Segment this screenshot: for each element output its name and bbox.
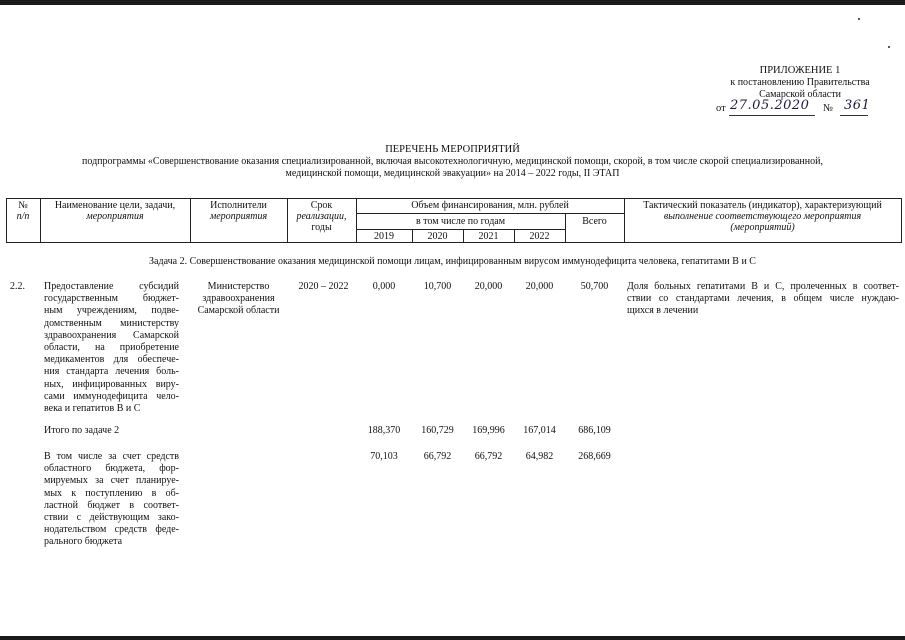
header-year: 2022	[529, 231, 550, 242]
row-executor	[190, 281, 287, 318]
header-year: 2019	[374, 231, 394, 242]
row-name: Итого по задаче 2	[44, 425, 120, 436]
number-prefix: №	[823, 103, 834, 114]
row-value-2022: 167,014	[523, 425, 556, 436]
text-line: государственным бюджет-	[44, 293, 179, 305]
row-value-2022: 64,982	[525, 451, 554, 462]
header-col-by-years: в том числе по годам	[415, 216, 506, 227]
date-prefix: от	[716, 103, 726, 114]
text-line: домственным министерству	[44, 317, 179, 329]
header-col-term	[287, 200, 356, 233]
handwritten-number: 361	[844, 98, 871, 113]
row-number: 2.2.	[10, 281, 25, 292]
row-term: 2020 – 2022	[298, 281, 349, 292]
row-indicator	[627, 281, 899, 318]
document-subtitle	[20, 156, 885, 180]
header-col-indicator	[624, 200, 901, 233]
header-text: №	[18, 200, 28, 211]
header-text: Исполнители	[210, 200, 267, 211]
header-text: годы	[311, 222, 332, 233]
header-text: Тактический показатель (индикатор), характеризующий	[643, 200, 882, 211]
text-line: века и гепатитов В и С	[44, 403, 141, 415]
handwritten-date: 27.05.2020	[730, 98, 810, 113]
text-line: ным учреждениям, подве-	[44, 305, 179, 317]
scan-speck	[888, 46, 890, 48]
header-col-num	[6, 200, 40, 222]
header-text: Наименование цели, задачи,	[54, 200, 176, 211]
header-col-total: Всего	[582, 216, 607, 227]
row-value-2019: 70,103	[370, 451, 398, 462]
row-value-2022: 20,000	[525, 281, 554, 292]
text-line: ствии со стандартами лечения, в общем числе нуждаю-	[627, 293, 899, 305]
text-line: здравоохранения Самарской	[44, 329, 179, 341]
text-line: рального бюджета	[44, 536, 123, 548]
row-total: 50,700	[580, 281, 609, 292]
text-line: мируемых за счет планируе-	[44, 475, 179, 487]
text-line: ластной бюджет в соответ-	[44, 499, 179, 511]
header-text: Срок	[310, 200, 333, 211]
appendix-block	[700, 65, 900, 101]
header-year: 2020	[427, 231, 448, 242]
header-col-funding: Объем финансирования, млн. рублей	[411, 200, 569, 211]
row-value-2020: 160,729	[421, 425, 454, 436]
row-name	[44, 451, 179, 549]
text-line: Доля больных гепатитами В и С, пролеченных в соответ-	[627, 281, 899, 292]
number-underline	[840, 115, 868, 116]
text-line: областного бюджета, фор-	[44, 463, 179, 475]
subtitle-line: подпрограммы «Совершенствование оказания специализированной, включая высокотехнологичную, медицинской помощи, скорой, в том числе скорой специализированной,	[82, 156, 823, 167]
header-text: (мероприятий)	[730, 222, 795, 233]
subtitle-line: медицинской помощи, медицинской эвакуации» на 2014 – 2022 годы, II ЭТАП	[285, 168, 620, 179]
text-line: нодательством средств феде-	[44, 524, 179, 536]
row-value-2021: 169,996	[472, 425, 505, 436]
header-col-name	[40, 200, 190, 222]
row-value-2020: 10,700	[423, 281, 452, 292]
header-text: выполнение соответствующего мероприятия	[663, 211, 862, 222]
row-value-2021: 66,792	[474, 451, 503, 462]
text-line: сами иммунодефицита чело-	[44, 390, 179, 402]
date-underline	[729, 115, 815, 116]
row-name	[44, 281, 179, 415]
text-line: Министерство	[207, 281, 270, 292]
text-line: здравоохранения	[202, 293, 275, 305]
header-col-executor	[190, 200, 287, 222]
text-line: области, на приобретение	[44, 342, 179, 354]
row-value-2020: 66,792	[423, 451, 452, 462]
appendix-line: к постановлению Правительства	[730, 77, 870, 88]
text-line: Предоставление субсидий	[44, 281, 179, 292]
scan-top-edge	[0, 0, 905, 5]
task-heading: Задача 2. Совершенствование оказания медицинской помощи лицам, инфицированным вирусом иммунодефицита человека, гепатитами В и С	[149, 256, 756, 267]
header-year: 2021	[478, 231, 499, 242]
row-value-2019: 0,000	[372, 281, 396, 292]
text-line: медикаментов для обеспече-	[44, 354, 179, 366]
document-title: ПЕРЕЧЕНЬ МЕРОПРИЯТИЙ	[385, 144, 520, 155]
scan-bottom-edge	[0, 636, 905, 640]
appendix-line: Самарской области	[759, 89, 841, 100]
decree-date-number	[716, 98, 876, 117]
text-line: мых к поступлению в об-	[44, 487, 179, 499]
header-text: мероприятия	[86, 211, 144, 222]
row-value-2019: 188,370	[367, 425, 401, 436]
scan-speck	[858, 18, 860, 20]
text-line: щихся в лечении	[627, 305, 699, 317]
text-line: ния стандарта лечения боль-	[44, 366, 179, 378]
text-line: В том числе за счет средств	[44, 451, 179, 462]
row-total: 686,109	[578, 425, 611, 436]
appendix-title: ПРИЛОЖЕНИЕ 1	[759, 65, 841, 76]
text-line: Самарской области	[197, 305, 280, 317]
header-text: п/п	[16, 211, 30, 222]
text-line: ствии с действующим зако-	[44, 512, 179, 524]
header-text: мероприятия	[209, 211, 268, 222]
text-line: ных, инфицированных виру-	[44, 378, 179, 390]
row-total: 268,669	[578, 451, 611, 462]
row-value-2021: 20,000	[474, 281, 503, 292]
header-text: реализации,	[296, 211, 347, 222]
